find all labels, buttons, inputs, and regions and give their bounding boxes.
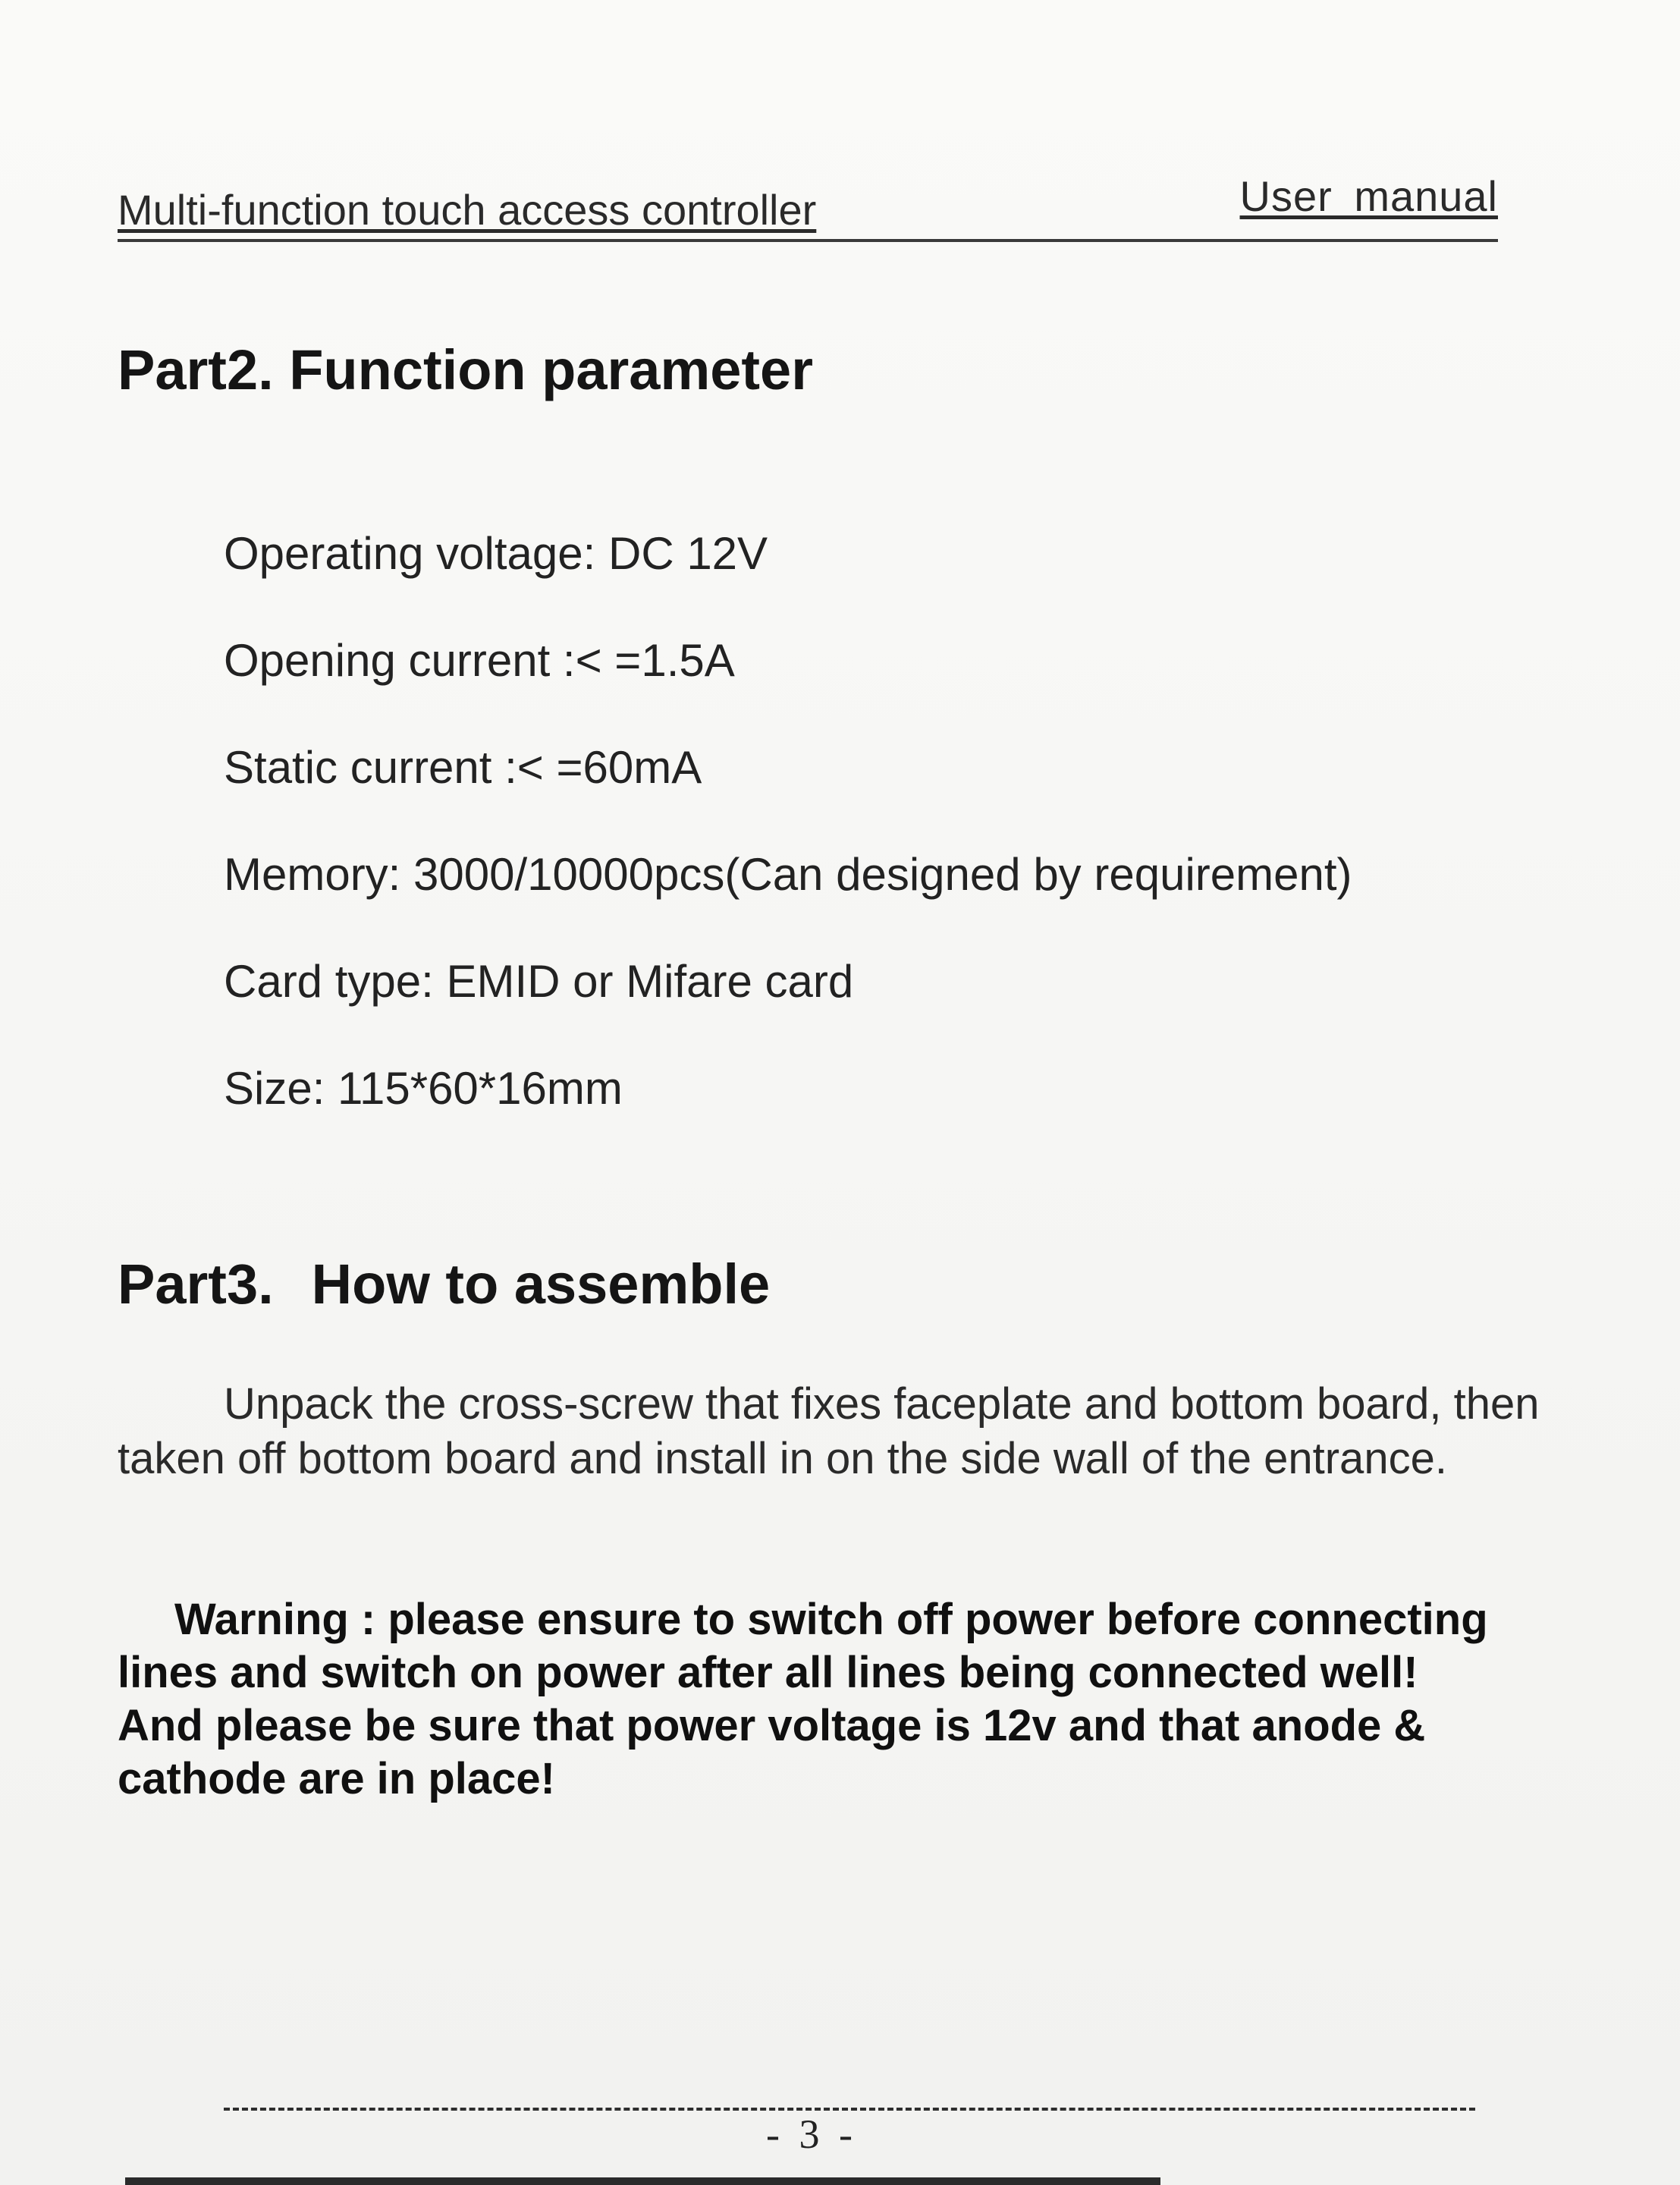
function-parameter-list <box>224 527 1352 1169</box>
page-number: - 3 - <box>766 2111 857 2157</box>
assembly-instructions: Unpack the cross-screw that fixes faceplate and bottom board, then taken off bottom board and install in on the side wall of the entrance. <box>118 1379 1540 1483</box>
heading-part-title: How to assemble <box>311 1253 771 1316</box>
header-document-title: Multi-function touch access controller <box>118 186 817 234</box>
param-operating-voltage: Operating voltage: DC 12V <box>224 528 768 579</box>
param-opening-current: Opening current :< =1.5A <box>224 635 735 686</box>
running-header <box>118 171 1498 242</box>
section-heading-how-to-assemble <box>118 1252 770 1316</box>
page-bottom-edge <box>125 2177 1160 2185</box>
param-size: Size: 115*60*16mm <box>224 1063 623 1114</box>
param-static-current: Static current :< =60mA <box>224 742 702 793</box>
param-card-type: Card type: EMID or Mifare card <box>224 956 854 1007</box>
warning-notice: Warning : please ensure to switch off power before connecting lines and switch on power after all lines being connected well! And please be sure that power voltage is 12v and that anode & cathode are in place! <box>118 1595 1488 1803</box>
heading-part-label: Part3. <box>118 1253 274 1316</box>
header-manual-label: User manual <box>1239 172 1498 220</box>
section-heading-function-parameter: Part2. Function parameter <box>118 338 814 401</box>
param-memory: Memory: 3000/10000pcs(Can designed by requirement) <box>224 849 1352 900</box>
